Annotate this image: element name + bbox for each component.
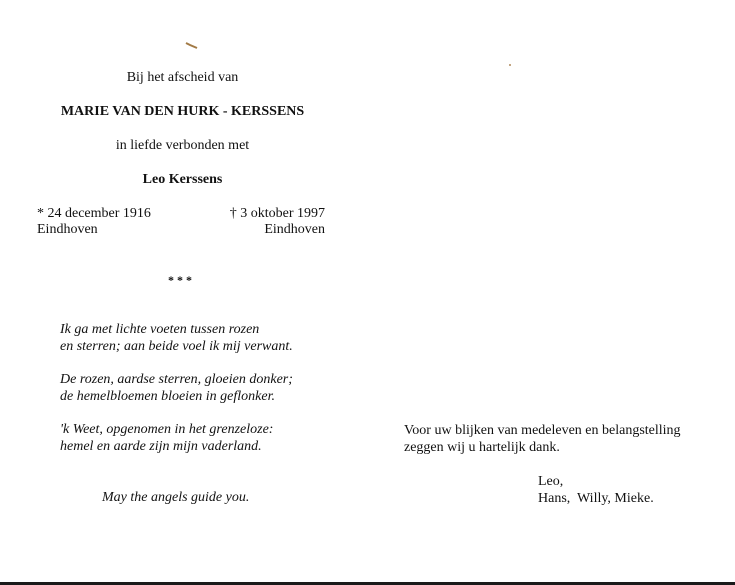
relation-text: in liefde verbonden met xyxy=(115,138,250,153)
signature-line: Leo, xyxy=(538,474,564,489)
poem-line: en sterren; aan beide voel ik mij verwant. xyxy=(60,339,293,354)
deceased-name: MARIE VAN DEN HURK - KERSSENS xyxy=(60,104,305,119)
intro-text: Bij het afscheid van xyxy=(126,70,239,85)
scan-speck xyxy=(508,63,512,67)
blessing-text: May the angels guide you. xyxy=(102,490,250,505)
poem-line: 'k Weet, opgenomen in het grenzeloze: xyxy=(60,422,274,437)
poem-line: De rozen, aardse sterren, gloeien donker; xyxy=(60,372,293,387)
poem-line: hemel en aarde zijn mijn vaderland. xyxy=(60,439,262,454)
thanks-line: zeggen wij u hartelijk dank. xyxy=(404,440,560,455)
death-date: † 3 oktober 1997 xyxy=(229,206,325,221)
divider-stars: * * * xyxy=(168,273,192,287)
birth-place: Eindhoven xyxy=(37,222,98,237)
poem-line: Ik ga met lichte voeten tussen rozen xyxy=(60,322,260,337)
poem-line: de hemelbloemen bloeien in geflonker. xyxy=(60,389,275,404)
death-place: Eindhoven xyxy=(264,222,325,237)
thanks-line: Voor uw blijken van medeleven en belangstelling xyxy=(404,423,681,438)
spouse-name: Leo Kerssens xyxy=(142,172,223,187)
signature-line: Hans, Willy, Mieke. xyxy=(538,491,654,506)
birth-date: * 24 december 1916 xyxy=(37,206,151,221)
scan-speck xyxy=(185,42,199,50)
